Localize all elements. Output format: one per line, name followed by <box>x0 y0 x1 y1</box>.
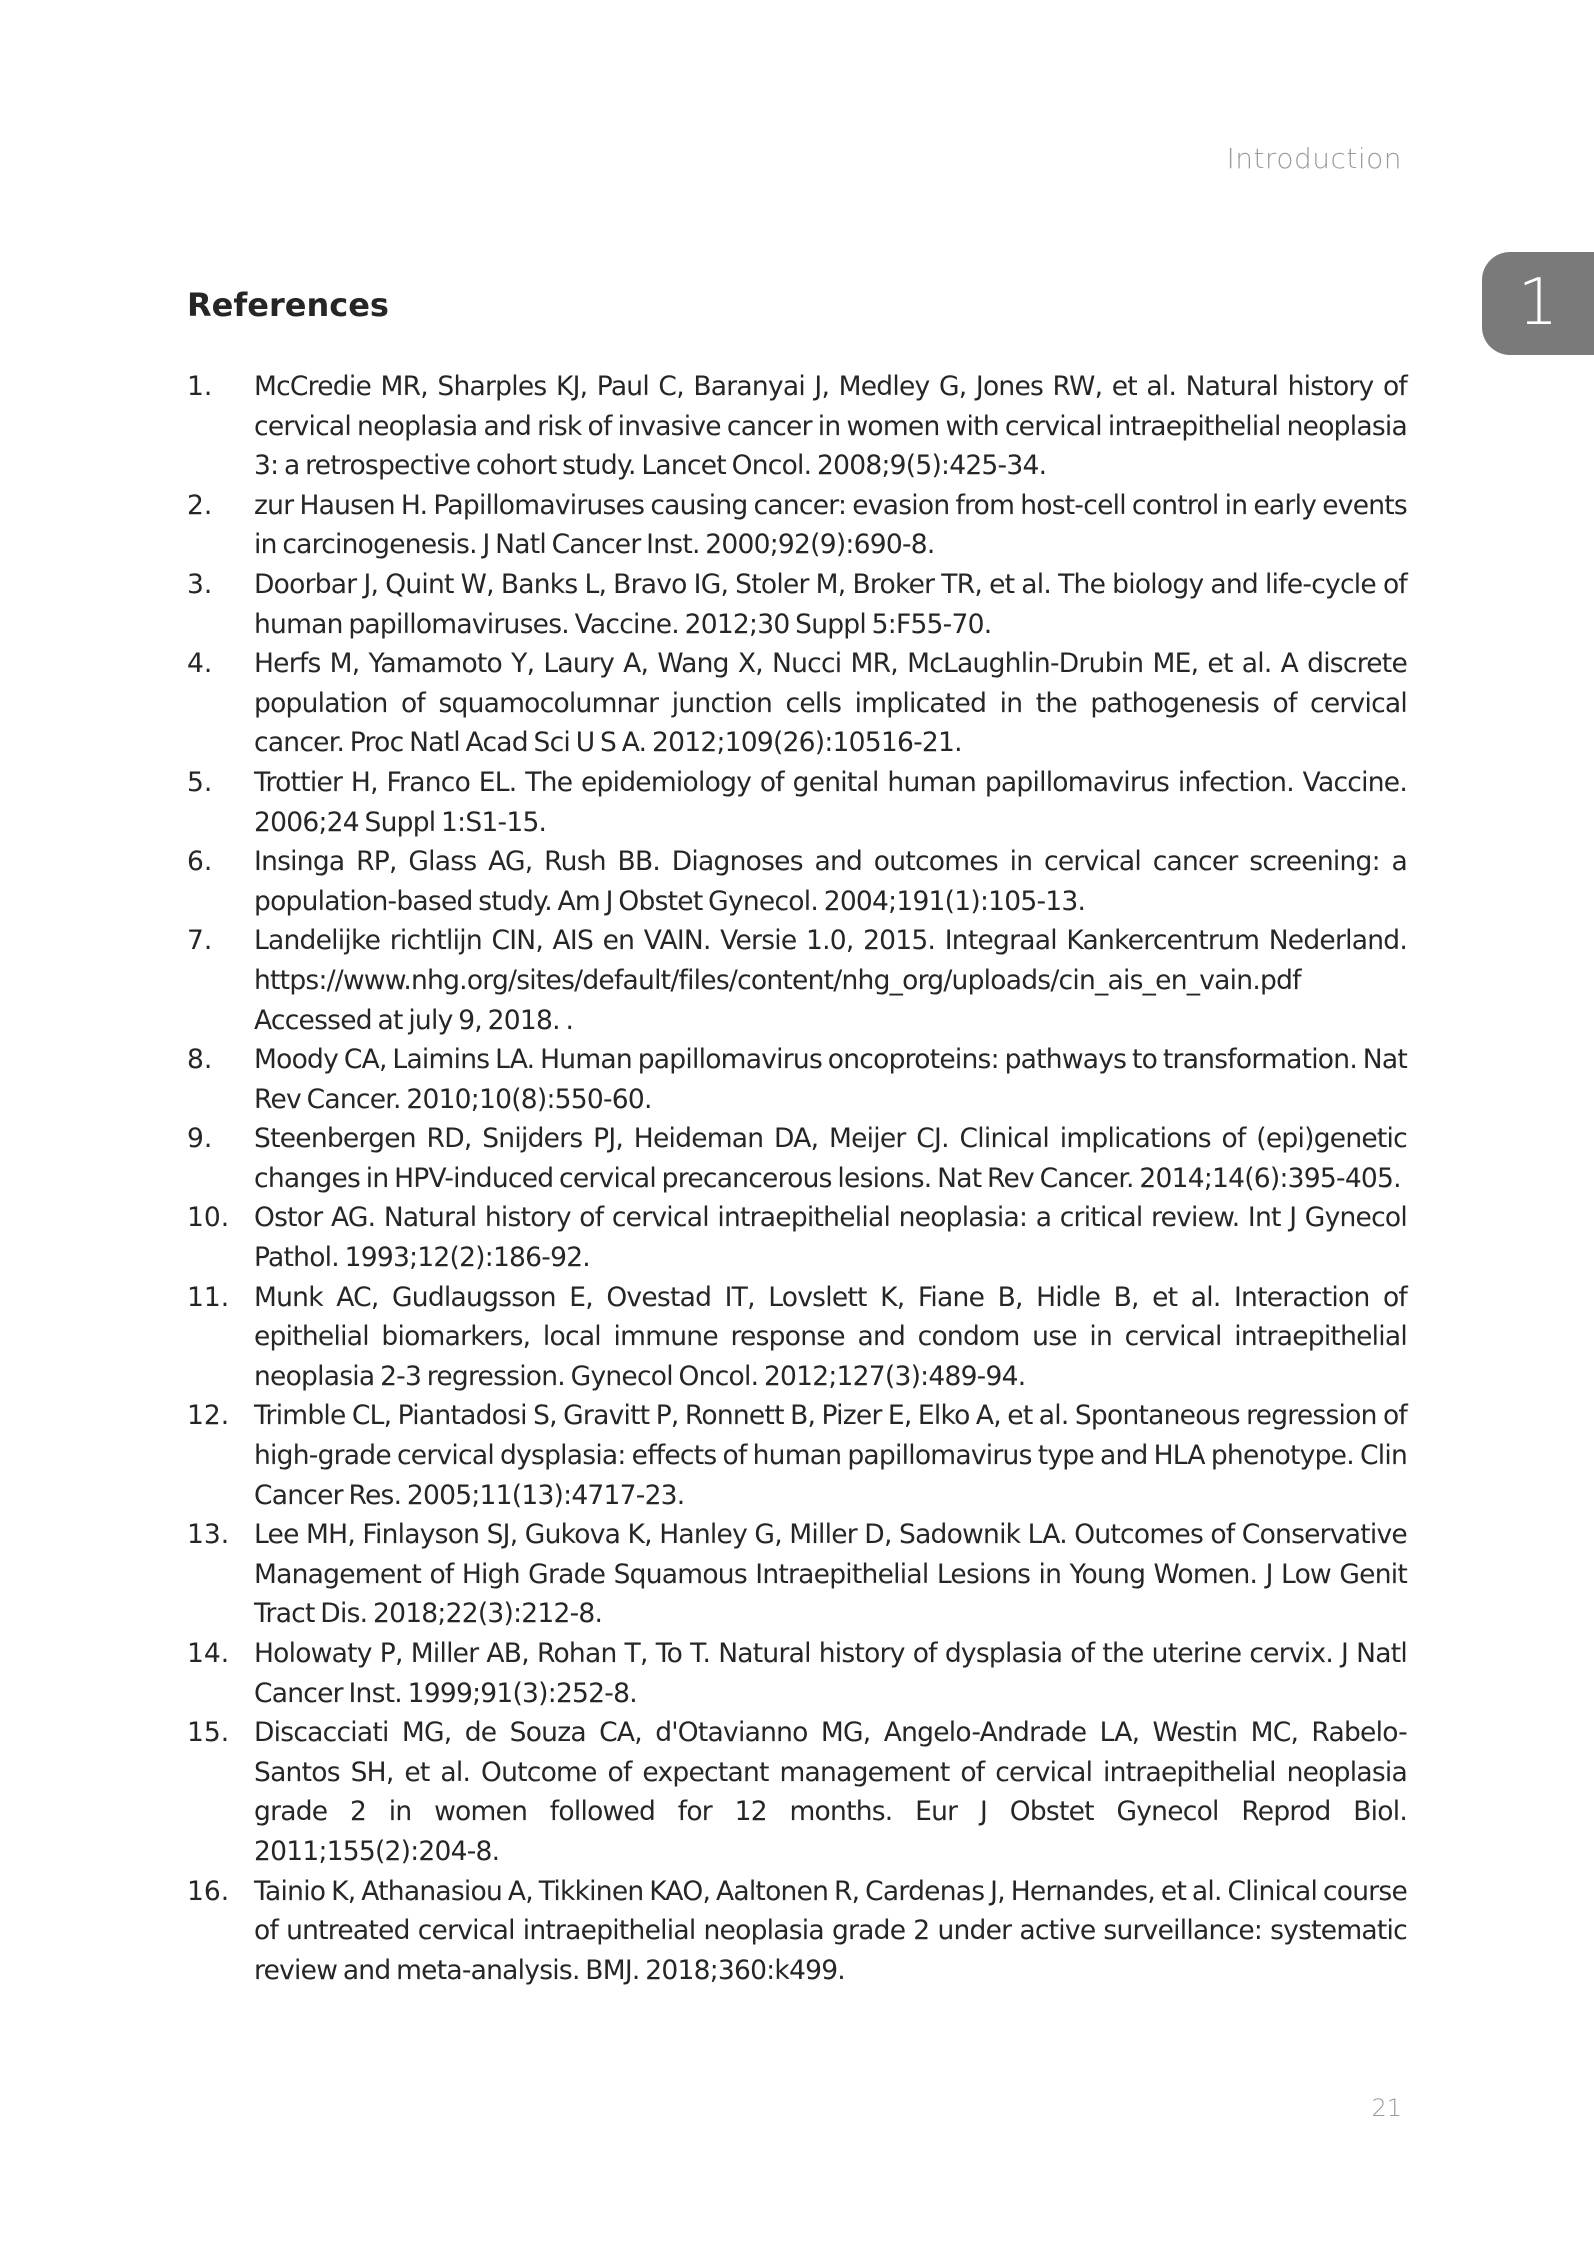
reference-text: Landelijke richtlijn CIN, AIS en VAIN. Versie 1.0, 2015. Integraal Kankercentrum Nederland. https://www.nhg.org/sites/default/files/content/nhg_org/uploads/cin_ais_en_vain.pdf Accessed at july 9, 2018. . <box>254 925 1407 1036</box>
reference-text: Steenbergen RD, Snijders PJ, Heideman DA, Meijer CJ. Clinical implications of (epi)genetic changes in HPV-induced cervical precancerous lesions. Nat Rev Cancer. 2014;14(6):395-405. <box>254 1123 1407 1194</box>
reference-number: 11. <box>187 1281 230 1313</box>
reference-number: 7. <box>187 925 213 957</box>
reference-number: 3. <box>187 568 213 600</box>
reference-text: zur Hausen H. Papillomaviruses causing cancer: evasion from host-cell control in early events in carcinogenesis. J Natl Cancer Inst. 2000;92(9):690-8. <box>254 489 1407 561</box>
section-title: References <box>187 286 389 324</box>
reference-text: Tainio K, Athanasiou A, Tikkinen KAO, Aaltonen R, Cardenas J, Hernandes, et al. Clinical course of untreated cervical intraepithelial neoplasia grade 2 under active surveillance: systematic review and meta-analysis. BMJ. 2018;360:k499. <box>254 1875 1407 1986</box>
reference-number: 10. <box>187 1202 230 1234</box>
reference-item <box>187 842 1407 921</box>
reference-text: Munk AC, Gudlaugsson E, Ovestad IT, Lovslett K, Fiane B, Hidle B, et al. Interaction of epithelial biomarkers, local immune response and condom use in cervical intraepithelial neoplasia 2-3 regression. Gynecol Oncol. 2012;127(3):489-94. <box>254 1281 1407 1392</box>
reference-number: 4. <box>187 648 213 680</box>
reference-text: Doorbar J, Quint W, Banks L, Bravo IG, Stoler M, Broker TR, et al. The biology and life-cycle of human papillomaviruses. Vaccine. 2012;30 Suppl 5:F55-70. <box>254 568 1407 640</box>
reference-number: 9. <box>187 1123 213 1155</box>
page-number: 21 <box>1371 2094 1402 2122</box>
reference-item <box>187 565 1407 644</box>
reference-text: Insinga RP, Glass AG, Rush BB. Diagnoses and outcomes in cervical cancer screening: a population-based study. Am J Obstet Gynecol. 2004;191(1):105-13. <box>254 846 1407 917</box>
reference-number: 8. <box>187 1044 213 1076</box>
reference-item <box>187 1278 1407 1397</box>
reference-item <box>187 1713 1407 1871</box>
reference-number: 5. <box>187 766 213 798</box>
reference-item <box>187 1872 1407 1991</box>
reference-text: Holowaty P, Miller AB, Rohan T, To T. Natural history of dysplasia of the uterine cervix. J Natl Cancer Inst. 1999;91(3):252-8. <box>254 1638 1407 1709</box>
reference-number: 1. <box>187 371 213 402</box>
reference-item <box>187 644 1407 763</box>
reference-item <box>187 486 1407 565</box>
reference-text: Moody CA, Laimins LA. Human papillomavirus oncoproteins: pathways to transformation. Nat Rev Cancer. 2010;10(8):550-60. <box>254 1044 1407 1115</box>
reference-item <box>187 1515 1407 1634</box>
reference-text: Ostor AG. Natural history of cervical intraepithelial neoplasia: a critical review. Int J Gynecol Pathol. 1993;12(2):186-92. <box>254 1202 1407 1274</box>
reference-number: 16. <box>187 1875 230 1907</box>
reference-text: Discacciati MG, de Souza CA, d'Otavianno MG, Angelo-Andrade LA, Westin MC, Rabelo-Santos SH, et al. Outcome of expectant management of cervical intraepithelial neoplasia grade 2 in women followed for 12 months. Eur J Obstet Gynecol Reprod Biol. 2011;155(2):204-8. <box>254 1717 1407 1867</box>
reference-item <box>187 1198 1407 1277</box>
reference-text: McCredie MR, Sharples KJ, Paul C, Baranyai J, Medley G, Jones RW, et al. Natural history of cervical neoplasia and risk of invasive cancer in women with cervical intraepithelial neoplasia 3: a retrospective cohort study. Lancet Oncol. 2008;9(5):425-34. <box>254 371 1407 482</box>
reference-number: 2. <box>187 489 213 521</box>
reference-number: 13. <box>187 1519 230 1551</box>
reference-number: 12. <box>187 1400 230 1432</box>
reference-item <box>187 763 1407 842</box>
running-header: Introduction <box>1226 142 1402 175</box>
reference-number: 15. <box>187 1717 230 1749</box>
reference-item <box>187 1634 1407 1713</box>
reference-item <box>187 367 1407 486</box>
reference-item <box>187 1119 1407 1198</box>
reference-text: Trimble CL, Piantadosi S, Gravitt P, Ronnett B, Pizer E, Elko A, et al. Spontaneous regression of high-grade cervical dysplasia: effects of human papillomavirus type and HLA phenotype. Clin Cancer Res. 2005;11(13):4717-23. <box>254 1400 1407 1511</box>
reference-text: Lee MH, Finlayson SJ, Gukova K, Hanley G, Miller D, Sadownik LA. Outcomes of Conservative Management of High Grade Squamous Intraepithelial Lesions in Young Women. J Low Genit Tract Dis. 2018;22(3):212-8. <box>254 1519 1407 1630</box>
reference-item <box>187 921 1407 1040</box>
reference-text: Herfs M, Yamamoto Y, Laury A, Wang X, Nucci MR, McLaughlin-Drubin ME, et al. A discrete population of squamocolumnar junction cells implicated in the pathogenesis of cervical cancer. Proc Natl Acad Sci U S A. 2012;109(26):10516-21. <box>254 648 1407 759</box>
chapter-tab: 1 <box>1482 252 1594 355</box>
reference-text: Trottier H, Franco EL. The epidemiology of genital human papillomavirus infection. Vaccine. 2006;24 Suppl 1:S1-15. <box>254 766 1407 838</box>
reference-number: 6. <box>187 846 213 878</box>
reference-number: 14. <box>187 1638 230 1669</box>
reference-list <box>187 367 1407 1990</box>
reference-item <box>187 1396 1407 1515</box>
reference-item <box>187 1040 1407 1119</box>
